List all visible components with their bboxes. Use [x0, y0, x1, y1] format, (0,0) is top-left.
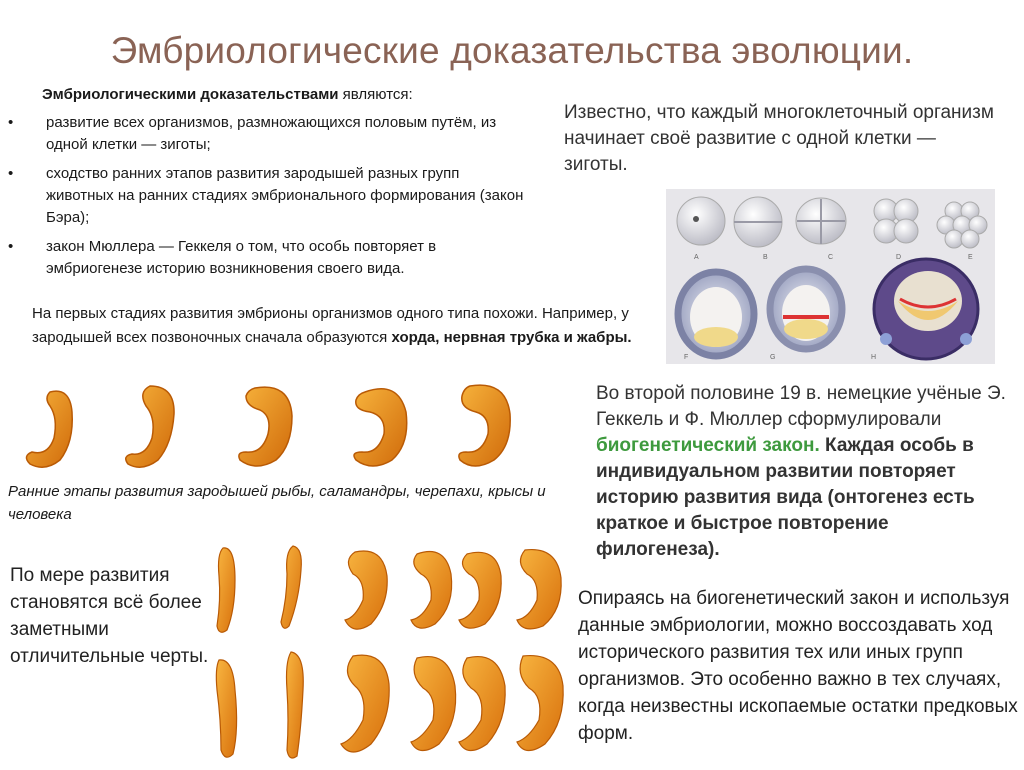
rat-embryo-mid — [459, 552, 501, 628]
human-embryo-mid — [517, 550, 561, 629]
cleavage-stages-image — [666, 189, 995, 364]
biogenetic-law-term: биогенетический закон — [596, 435, 815, 456]
zygote-statement: Известно, что каждый многоклеточный организм начинает своё развитие с одной клетки — зиготы. — [564, 102, 994, 175]
intro-bold: Эмбриологическими доказательствами — [42, 86, 339, 103]
stage-label: F — [684, 354, 689, 361]
bullet-marker: • — [8, 238, 14, 255]
gastrula-late-stage — [874, 259, 978, 359]
fish-embryo — [26, 391, 72, 467]
turtle-embryo — [239, 387, 292, 466]
early-embryos-image — [10, 372, 550, 480]
reconstruction-paragraph: Опираясь на биогенетический закон и используя данные эмбриологии, можно воссоздавать ход исторического развития тех или иных групп организмов. Это особенно важно в тех случаях, когда неизвестны ископаемые остатки предковых форм. — [578, 588, 1018, 744]
similarity-text: На первых стадиях развития эмбрионы организмов одного типа похожи. Например, у зародышей всех позвоночных сначала образуются — [32, 305, 629, 346]
human-embryo-late — [517, 656, 563, 751]
early-embryos-svg — [10, 372, 550, 480]
stage-label: H — [871, 354, 877, 361]
chick-embryo-mid — [411, 552, 452, 629]
biogenetic-law-intro: Во второй половине 19 в. немецкие учёные Э. Геккель и Ф. Мюллер сформулировали — [596, 383, 1006, 430]
stage-label: D — [896, 254, 902, 261]
fish-embryo-late — [216, 660, 236, 757]
salamander-embryo-mid — [281, 546, 301, 628]
evidence-list — [8, 112, 528, 287]
stage-label: G — [770, 354, 776, 361]
blastula-stage — [678, 272, 754, 356]
similarity-bold: хорда, нервная трубка и жабры. — [391, 329, 632, 346]
list-item — [8, 163, 528, 229]
similarity-paragraph — [32, 302, 652, 350]
embryos-caption: Ранние этапы развития зародышей рыбы, саламандры, черепахи, крысы и человека — [8, 483, 546, 523]
list-item-text: закон Мюллера — Геккеля о том, что особь повторяет в эмбриогенезе историю возникновения своего вида. — [46, 238, 437, 277]
later-embryos-svg — [205, 540, 575, 765]
stage-label: A — [694, 254, 699, 261]
intro-rest: являются: — [338, 86, 413, 103]
biogenetic-law-paragraph — [596, 381, 1006, 563]
bullet-marker: • — [8, 114, 14, 131]
later-embryos-image — [205, 540, 575, 765]
eight-cell-stage — [874, 199, 918, 243]
fish-embryo-mid — [217, 548, 235, 632]
zygote-cell — [677, 197, 725, 245]
turtle-embryo-mid — [345, 551, 387, 629]
rat-embryo — [354, 389, 407, 466]
page-title: Эмбриологические доказательства эволюции. — [110, 30, 914, 71]
cleavage-stages-svg — [666, 189, 995, 364]
rat-embryo-late — [459, 657, 505, 751]
human-embryo — [459, 385, 510, 466]
salamander-embryo — [126, 386, 174, 467]
chick-embryo-late — [411, 657, 456, 751]
list-item-text: сходство ранних этапов развития зародышей разных групп животных на ранних стадиях эмбрионального формирования (закон Бэра); — [46, 165, 524, 226]
biogenetic-law-definition: Каждая особь в индивидуальном развитии повторяет историю развития вида (онтогенез есть краткое и быстрое повторение филогенеза). — [596, 435, 975, 560]
gastrula-early-stage — [770, 269, 842, 349]
list-item — [8, 236, 528, 280]
list-item — [8, 112, 528, 156]
differences-statement: По мере развития становятся всё более заметными отличительные черты. — [10, 565, 209, 667]
stage-label: C — [828, 254, 834, 261]
stage-label: B — [763, 254, 768, 261]
salamander-embryo-late — [287, 652, 304, 758]
intro-line — [42, 86, 413, 103]
bullet-marker: • — [8, 165, 14, 182]
stage-label: E — [968, 254, 973, 261]
turtle-embryo-late — [341, 655, 389, 752]
list-item-text: развитие всех организмов, размножающихся половым путём, из одной клетки — зиготы; — [46, 114, 497, 153]
zygote-nucleus — [693, 216, 699, 222]
biogenetic-law-dot: . — [814, 435, 820, 456]
morula-stage — [937, 202, 987, 248]
